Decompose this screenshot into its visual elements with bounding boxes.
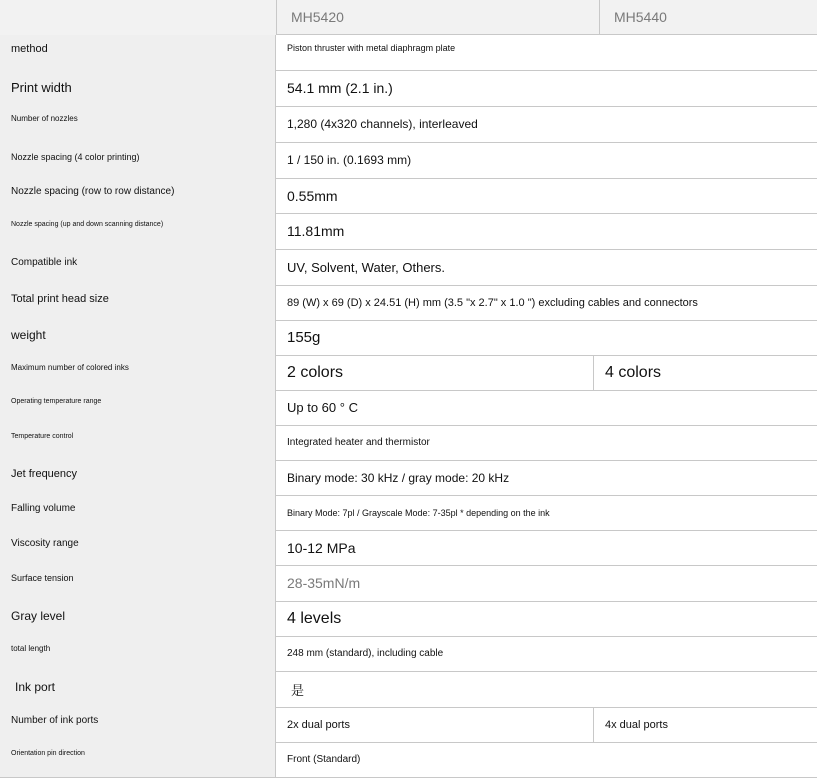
row-value: 28-35mN/m	[287, 575, 361, 591]
row-label: Total print head size	[11, 293, 109, 305]
spec-row-number-of-ink-ports	[0, 707, 817, 743]
row-value: 4 levels	[287, 609, 342, 627]
row-label: Number of ink ports	[11, 715, 99, 726]
row-label: method	[11, 43, 48, 55]
row-value-cell	[276, 425, 817, 460]
row-label-cell	[0, 671, 276, 707]
row-value-cell-a	[276, 707, 594, 742]
row-label-cell	[0, 35, 276, 70]
spec-row-max-colored-inks	[0, 355, 817, 391]
row-value-cell	[276, 285, 817, 320]
row-label: Viscosity range	[11, 538, 79, 549]
row-value-cell-a	[276, 355, 594, 390]
row-label-cell	[0, 742, 276, 777]
row-label-cell	[0, 178, 276, 213]
row-label-cell	[0, 142, 276, 178]
row-value-cell	[276, 530, 817, 565]
row-value-cell	[276, 213, 817, 249]
spec-row-nozzle-spacing-row	[0, 178, 817, 214]
row-label-cell	[0, 390, 276, 425]
row-value-cell	[276, 742, 817, 777]
row-label: Nozzle spacing (row to row distance)	[11, 186, 175, 197]
row-value: UV, Solvent, Water, Others.	[287, 259, 445, 275]
row-label: total length	[11, 644, 51, 653]
spec-row-print-head-size	[0, 285, 817, 321]
row-label-cell	[0, 70, 276, 106]
row-value-cell	[276, 249, 817, 285]
spec-row-print-width	[0, 70, 817, 107]
row-label: Nozzle spacing (up and down scanning distance)	[11, 221, 164, 228]
row-value: 248 mm (standard), including cable	[287, 648, 444, 659]
row-value: 10-12 MPa	[287, 539, 356, 556]
row-value-cell	[276, 70, 817, 106]
row-value-b: 4 colors	[605, 363, 662, 381]
spec-row-jet-frequency	[0, 460, 817, 496]
row-label-cell	[0, 320, 276, 355]
row-label: Maximum number of colored inks	[11, 363, 129, 372]
spec-row-temperature-control	[0, 425, 817, 461]
row-value-cell	[276, 495, 817, 530]
row-label-cell	[0, 636, 276, 671]
row-value-cell-b	[594, 707, 817, 742]
header-model-a: MH5420	[276, 0, 599, 35]
spec-row-operating-temperature	[0, 390, 817, 426]
row-value-b: 4x dual ports	[605, 718, 668, 731]
spec-row-compatible-ink	[0, 249, 817, 286]
row-value: 是	[291, 682, 305, 698]
row-label-cell	[0, 213, 276, 249]
row-value: Binary Mode: 7pl / Grayscale Mode: 7-35pl * depending on the ink	[287, 507, 550, 518]
row-value: Binary mode: 30 kHz / gray mode: 20 kHz	[287, 470, 510, 485]
spec-row-method	[0, 35, 817, 71]
row-label: Operating temperature range	[11, 398, 102, 405]
row-label-cell	[0, 355, 276, 390]
row-value: 89 (W) x 69 (D) x 24.51 (H) mm (3.5 "x 2.7" x 1.0 ") excluding cables and connectors	[287, 296, 698, 309]
row-label: Gray level	[11, 609, 66, 623]
row-value-cell-b	[594, 355, 817, 390]
row-label-cell	[0, 249, 276, 285]
row-label: Compatible ink	[11, 257, 78, 268]
row-label: Number of nozzles	[11, 114, 78, 123]
row-label: weight	[11, 328, 46, 342]
spec-row-weight	[0, 320, 817, 356]
spec-row-falling-volume	[0, 495, 817, 531]
row-label: Temperature control	[11, 433, 74, 440]
row-label-cell	[0, 285, 276, 320]
row-label: Orientation pin direction	[11, 750, 85, 757]
row-label-cell	[0, 460, 276, 495]
row-value-cell	[276, 390, 817, 425]
row-label-cell	[0, 565, 276, 601]
row-value: Up to 60 ° C	[287, 400, 358, 415]
spec-row-total-length	[0, 636, 817, 672]
row-label: Ink port	[15, 680, 56, 694]
row-label-cell	[0, 601, 276, 636]
spec-row-nozzle-spacing-scanning	[0, 213, 817, 250]
spec-row-ink-port	[0, 671, 817, 708]
row-value: 0.55mm	[287, 187, 338, 204]
row-label-cell	[0, 106, 276, 142]
row-value-cell	[276, 320, 817, 355]
spec-row-viscosity-range	[0, 530, 817, 566]
row-value-a: 2x dual ports	[287, 718, 350, 731]
row-value-cell	[276, 601, 817, 636]
row-value: Front (Standard)	[287, 754, 361, 765]
row-label: Print width	[11, 80, 72, 95]
header-model-b: MH5440	[599, 0, 817, 35]
row-value: Piston thruster with metal diaphragm plate	[287, 43, 456, 53]
row-label-cell	[0, 707, 276, 742]
row-value: Integrated heater and thermistor	[287, 437, 430, 448]
row-value-a: 2 colors	[287, 363, 344, 381]
row-value-cell	[276, 460, 817, 495]
spec-row-nozzle-spacing-4-color	[0, 142, 817, 179]
spec-row-number-of-nozzles	[0, 106, 817, 143]
row-value-cell	[276, 636, 817, 671]
row-label-cell	[0, 495, 276, 530]
row-label: Jet frequency	[11, 468, 78, 480]
row-label-cell	[0, 530, 276, 565]
row-value: 54.1 mm (2.1 in.)	[287, 80, 393, 96]
row-value-cell	[276, 142, 817, 178]
row-value: 1 / 150 in. (0.1693 mm)	[287, 153, 412, 167]
spec-row-orientation-pin	[0, 742, 817, 778]
spec-row-gray-level	[0, 601, 817, 637]
row-value-cell	[276, 671, 817, 707]
row-value: 155g	[287, 329, 321, 346]
header-corner-cell	[0, 0, 276, 36]
row-label: Falling volume	[11, 503, 76, 514]
spec-row-surface-tension	[0, 565, 817, 602]
row-label: Surface tension	[11, 573, 74, 583]
row-value: 1,280 (4x320 channels), interleaved	[287, 117, 478, 131]
row-value-cell	[276, 565, 817, 601]
row-label-cell	[0, 425, 276, 460]
row-label: Nozzle spacing (4 color printing)	[11, 152, 140, 162]
row-value-cell	[276, 106, 817, 142]
row-value-cell	[276, 35, 817, 70]
row-value: 11.81mm	[287, 223, 345, 239]
row-value-cell	[276, 178, 817, 213]
